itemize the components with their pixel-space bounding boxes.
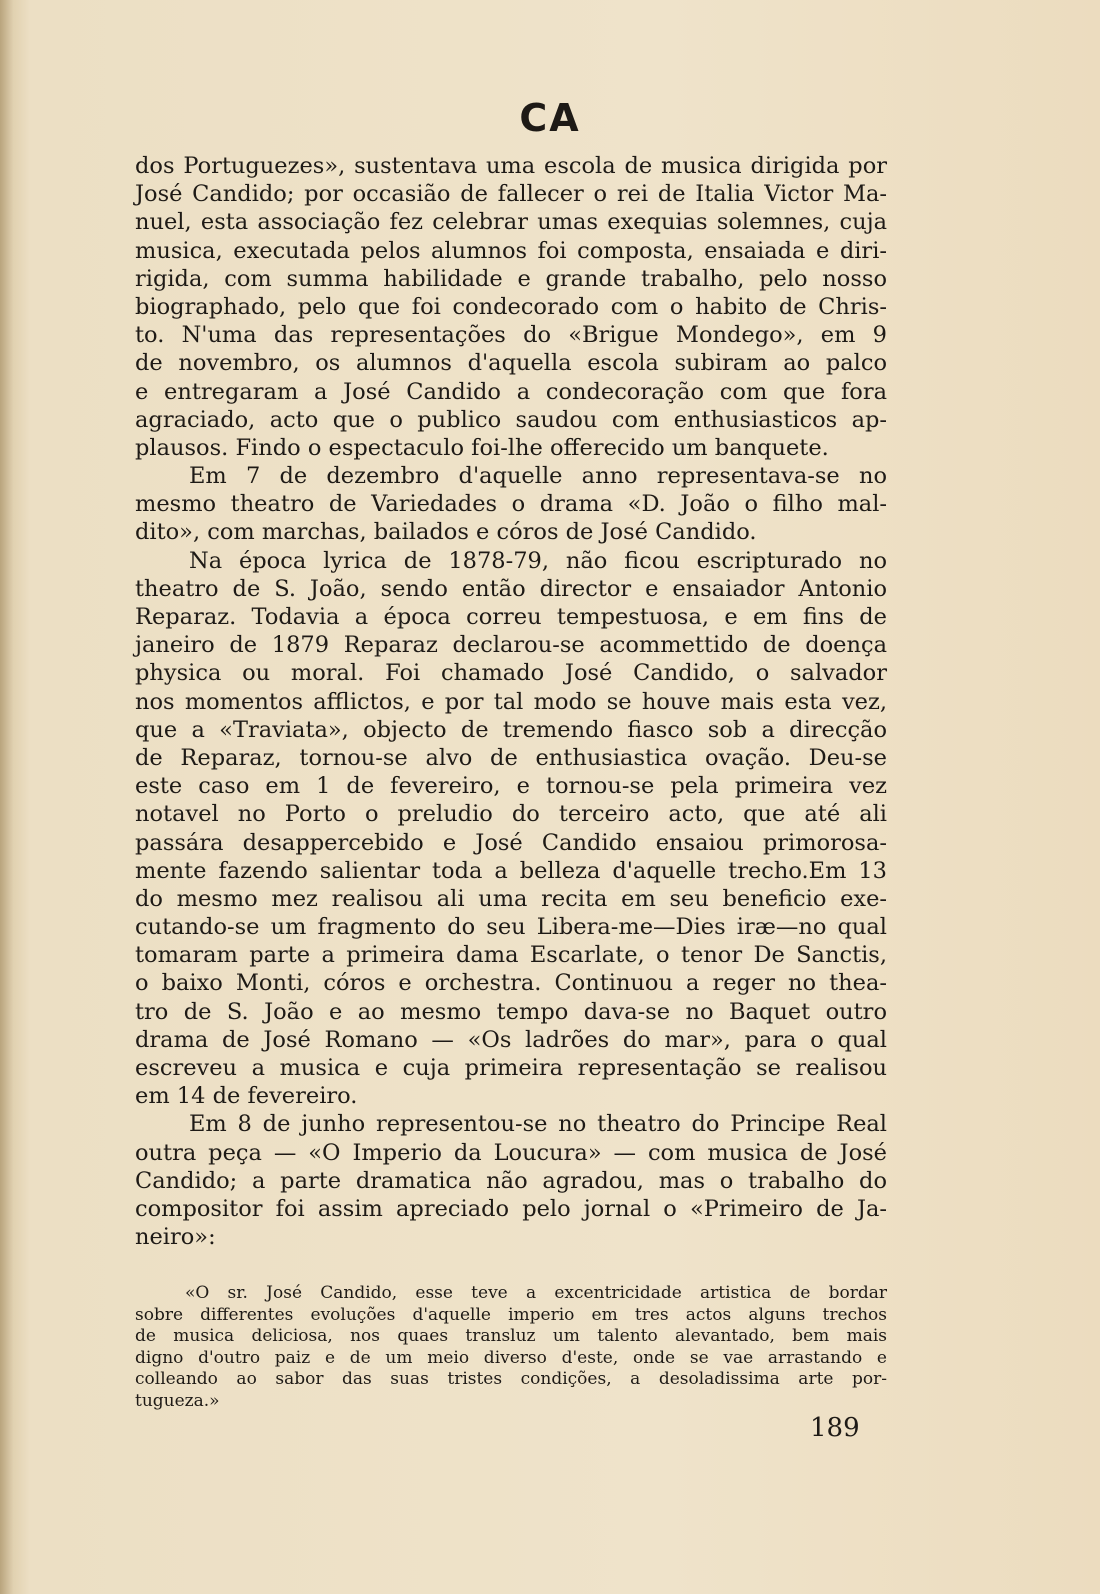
text-line: rigida, com summa habilidade e grande trabalho, pelo nosso (135, 265, 887, 292)
quoted-passage (135, 1283, 887, 1412)
text-line: nuel, esta associação fez celebrar umas exequias solemnes, cuja (135, 209, 887, 236)
running-header: CA (519, 96, 581, 140)
text-line: notavel no Porto o preludio do terceiro acto, que até ali (135, 801, 887, 828)
page-number: 189 (810, 1413, 860, 1443)
text-line: physica ou moral. Foi chamado José Candido, o salvador (135, 660, 887, 687)
text-line: em 14 de fevereiro. (135, 1083, 358, 1110)
page-spine-shadow (0, 0, 14, 1594)
text-line: neiro»: (135, 1224, 216, 1251)
text-line: mesmo theatro de Variedades o drama «D. João o filho mal- (135, 491, 887, 518)
text-line: Reparaz. Todavia a época correu tempestuosa, e em fins de (135, 604, 887, 630)
text-line: agraciado, acto que o publico saudou com enthusiasticos ap- (135, 406, 887, 433)
text-line: este caso em 1 de fevereiro, e tornou-se pela primeira vez (135, 773, 887, 800)
text-line: Candido; a parte dramatica não agradou, mas o trabalho do (135, 1167, 887, 1194)
text-line: janeiro de 1879 Reparaz declarou-se acommettido de doença (135, 632, 887, 659)
text-line: Em 7 de dezembro d'aquelle anno representava-se no (189, 463, 887, 490)
text-line: e entregaram a José Candido a condecoração com que fora (135, 378, 887, 405)
text-line: plausos. Findo o espectaculo foi-lhe offerecido um banquete. (135, 434, 829, 461)
text-line: que a «Traviata», objecto de tremendo fiasco sob a direcção (135, 716, 887, 743)
text-line: musica, executada pelos alumnos foi composta, ensaiada e diri- (135, 237, 887, 264)
text-line: dos Portuguezes», sustentava uma escola de musica dirigida por (135, 153, 887, 179)
text-line: to. N'uma das representações do «Brigue Mondego», em 9 (135, 322, 887, 349)
text-line: biographado, pelo que foi condecorado com o habito de Chris- (135, 293, 887, 320)
quote-line: digno d'outro paiz e de um meio diverso d'este, onde se vae arrastando e (135, 1347, 887, 1368)
text-line: escreveu a musica e cuja primeira representação se realisou (135, 1055, 887, 1081)
text-line: theatro de S. João, sendo então director e ensaiador Antonio (135, 575, 887, 602)
text-line: do mesmo mez realisou ali uma recita em seu beneficio exe- (135, 885, 887, 912)
quote-line: colleando ao sabor das suas tristes condições, a desoladissima arte por- (135, 1369, 887, 1389)
text-line: mente fazendo salientar toda a belleza d'aquelle trecho.Em 13 (135, 857, 887, 884)
quote-line: tugueza.» (135, 1390, 220, 1411)
quote-line: «O sr. José Candido, esse teve a excentricidade artistica de bordar (185, 1283, 887, 1303)
text-line: drama de José Romano — «Os ladrões do mar», para o qual (135, 1026, 887, 1053)
body-text (135, 152, 887, 1251)
text-line: o baixo Monti, córos e orchestra. Continuou a reger no thea- (135, 970, 887, 997)
text-line: compositor foi assim apreciado pelo jornal o «Primeiro de Ja- (135, 1195, 887, 1222)
text-line: José Candido; por occasião de fallecer o rei de Italia Victor Ma- (135, 181, 887, 208)
text-line: nos momentos afflictos, e por tal modo se houve mais esta vez, (135, 688, 887, 715)
text-line: de Reparaz, tornou-se alvo de enthusiastica ovação. Deu-se (135, 744, 887, 771)
quote-line: de musica deliciosa, nos quaes transluz um talento alevantado, bem mais (135, 1326, 887, 1346)
text-line: Na época lyrica de 1878-79, não ficou escripturado no (189, 547, 887, 574)
text-line: tro de S. João e ao mesmo tempo dava-se no Baquet outro (135, 998, 887, 1025)
text-line: tomaram parte a primeira dama Escarlate, o tenor De Sanctis, (135, 942, 887, 969)
text-line: dito», com marchas, bailados e córos de José Candido. (135, 519, 757, 546)
text-line: de novembro, os alumnos d'aquella escola subiram ao palco (135, 350, 887, 377)
text-line: cutando-se um fragmento do seu Libera-me—Dies iræ—no qual (135, 914, 887, 941)
text-line: passára desappercebido e José Candido ensaiou primorosa- (135, 829, 887, 856)
text-line: outra peça — «O Imperio da Loucura» — com musica de José (135, 1139, 887, 1166)
text-line: Em 8 de junho representou-se no theatro do Principe Real (189, 1111, 887, 1138)
quote-line: sobre differentes evoluções d'aquelle imperio em tres actos alguns trechos (135, 1304, 887, 1325)
